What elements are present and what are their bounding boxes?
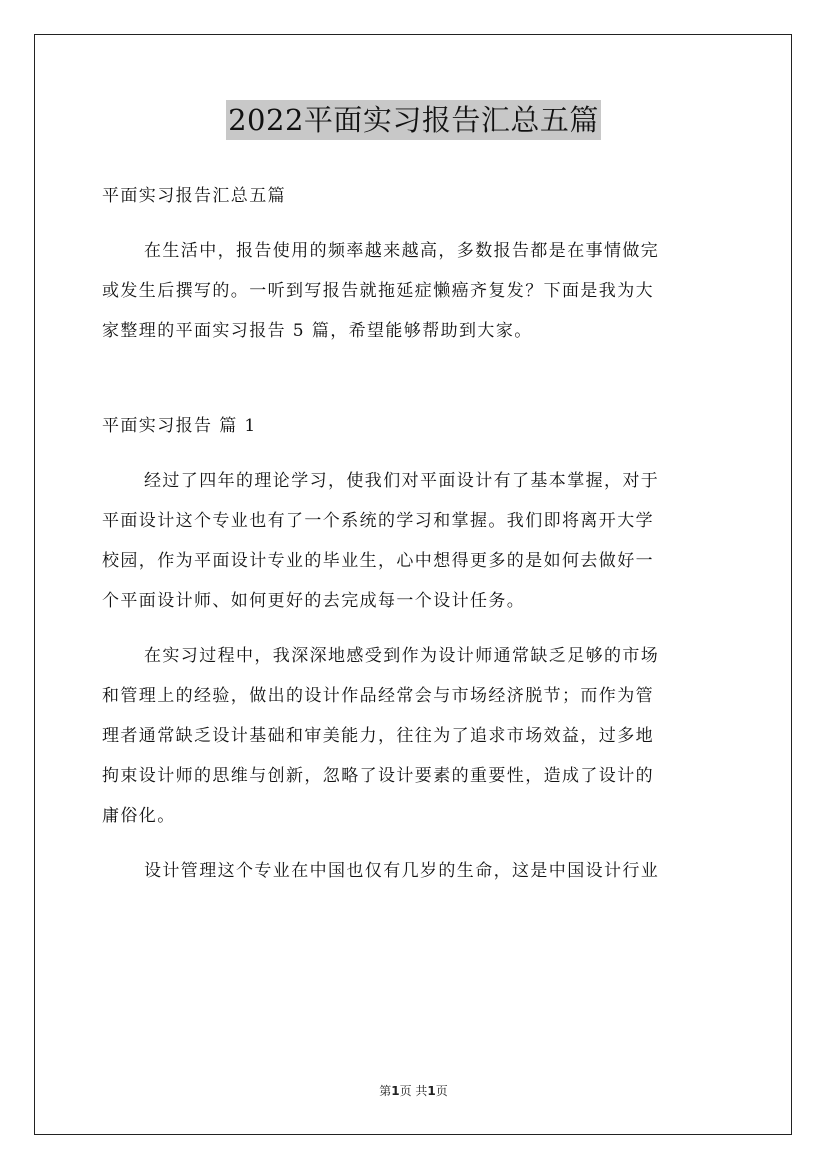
para2-line[interactable]: 拘束设计师的思维与创新，忽略了设计要素的重要性，造成了设计的 — [102, 766, 654, 786]
para1-line[interactable]: 校园，作为平面设计专业的毕业生，心中想得更多的是如何去做好一 — [102, 551, 654, 571]
para2-line[interactable]: 理者通常缺乏设计基础和审美能力，往往为了追求市场效益，过多地 — [102, 726, 654, 746]
document-body — [102, 176, 726, 891]
para2-line[interactable]: 在实习过程中，我深深地感受到作为设计师通常缺乏足够的市场 — [144, 646, 660, 666]
footer-page-mid: 页 共 — [399, 1084, 428, 1098]
para1-line[interactable]: 平面设计这个专业也有了一个系统的学习和掌握。我们即将离开大学 — [102, 511, 654, 531]
intro-line[interactable]: 或发生后撰写的。一听到写报告就拖延症懒癌齐复发？下面是我为大 — [102, 281, 654, 301]
footer-page-total: 1 — [427, 1084, 436, 1098]
para2-line[interactable]: 和管理上的经验，做出的设计作品经常会与市场经济脱节；而作为管 — [102, 686, 654, 706]
document-title[interactable]: 2022平面实习报告汇总五篇 — [226, 100, 601, 140]
footer-page-prefix: 第 — [379, 1084, 392, 1098]
page-footer — [0, 1082, 827, 1099]
footer-page-suffix: 页 — [435, 1084, 448, 1098]
subtitle[interactable]: 平面实习报告汇总五篇 — [102, 186, 286, 206]
section-heading[interactable]: 平面实习报告 篇 1 — [102, 416, 257, 436]
para1-line[interactable]: 经过了四年的理论学习，使我们对平面设计有了基本掌握，对于 — [144, 471, 660, 491]
footer-page-current: 1 — [391, 1084, 400, 1098]
title-wrap — [0, 100, 827, 140]
intro-line[interactable]: 在生活中，报告使用的频率越来越高，多数报告都是在事情做完 — [144, 241, 660, 261]
para3-line[interactable]: 设计管理这个专业在中国也仅有几岁的生命，这是中国设计行业 — [144, 861, 660, 881]
intro-line[interactable]: 家整理的平面实习报告 5 篇，希望能够帮助到大家。 — [102, 321, 533, 341]
para2-line[interactable]: 庸俗化。 — [102, 806, 176, 826]
para1-line[interactable]: 个平面设计师、如何更好的去完成每一个设计任务。 — [102, 591, 526, 611]
